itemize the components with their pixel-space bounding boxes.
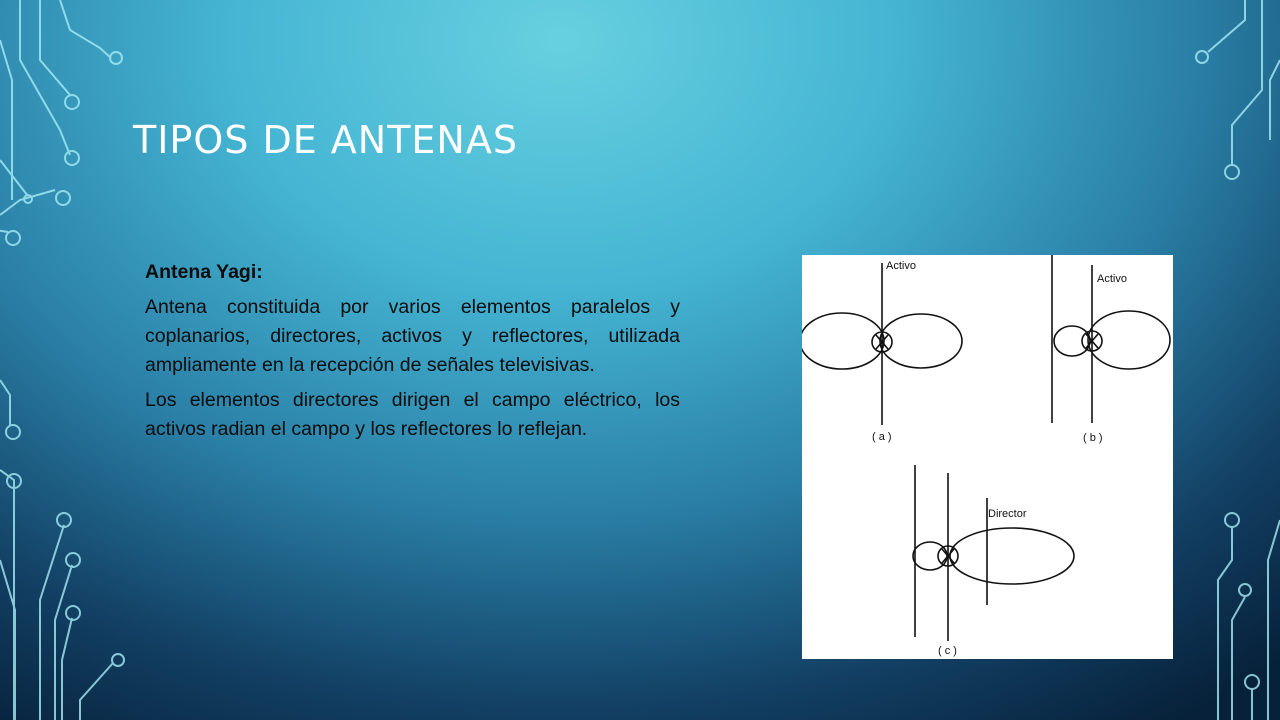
subtitle: Antena Yagi: [145, 261, 263, 283]
slide-title: TIPOS DE ANTENAS [133, 118, 518, 162]
label-activo-a: Activo [886, 260, 916, 272]
caption-a: ( a ) [872, 431, 892, 443]
paragraph-definition: Antena constituida por varios elementos paralelos y coplanarios, directores, activos y reflectores, utilizada ampliamente en la recepción de señales televisivas. [145, 296, 680, 376]
caption-c: ( c ) [938, 645, 957, 657]
content-text [145, 258, 680, 450]
lobe-front-c [950, 528, 1074, 584]
label-activo-b: Activo [1097, 273, 1127, 285]
lobe-front-b [1088, 311, 1170, 369]
caption-b: ( b ) [1083, 432, 1103, 444]
lobe-back-c [913, 542, 947, 570]
yagi-radiation-diagram [802, 255, 1173, 659]
lobe-back-b [1054, 326, 1090, 356]
paragraph-elements: Los elementos directores dirigen el campo eléctrico, los activos radian el campo y los reflectores lo reflejan. [145, 389, 680, 440]
label-director: Director [988, 508, 1027, 520]
